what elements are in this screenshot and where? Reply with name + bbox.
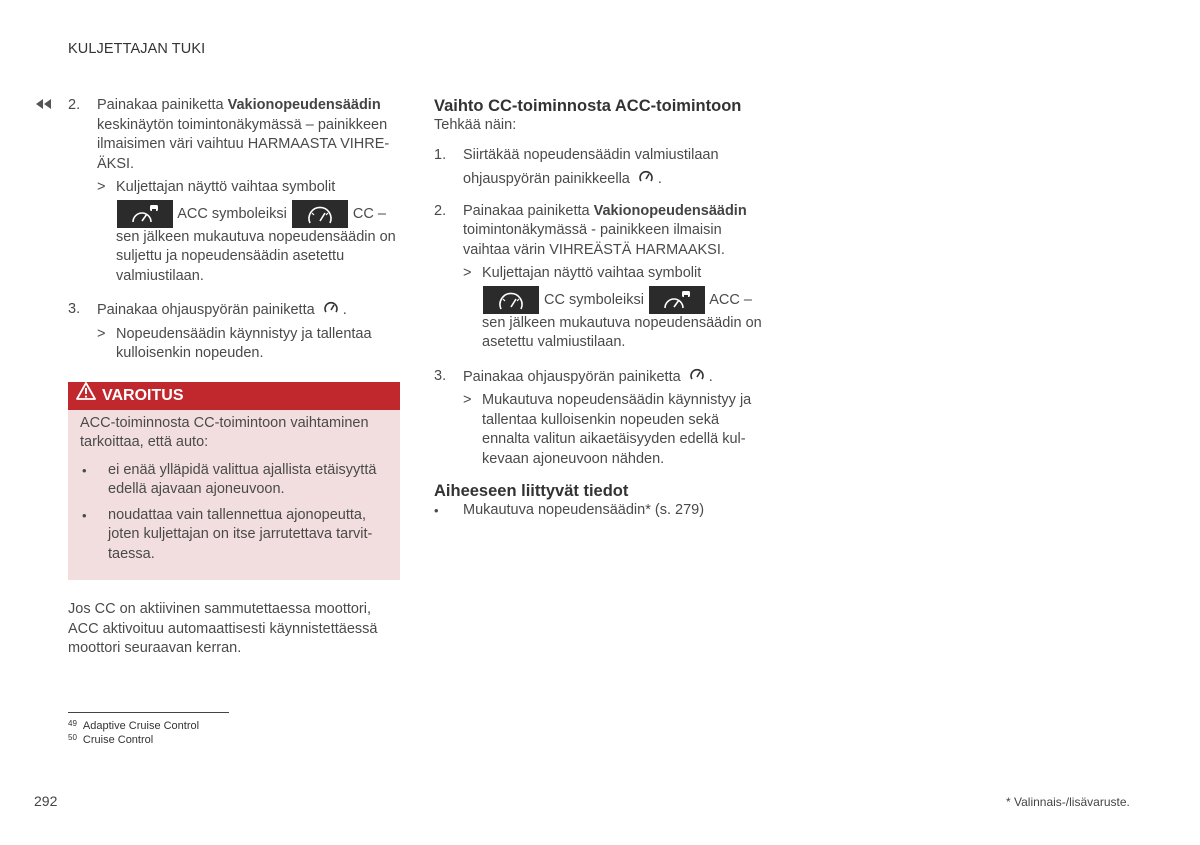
result-text-b: CC – (352, 205, 386, 222)
acc-symbol-icon (117, 200, 173, 228)
footnote-text: Cruise Control (82, 734, 154, 746)
footnote-divider (68, 712, 229, 713)
warning-body (68, 410, 400, 581)
step-text: Painakaa painiketta (463, 202, 594, 219)
bullet-dot: • (434, 503, 439, 519)
result-marker: > (97, 325, 106, 342)
footnote-50 (68, 731, 153, 747)
left-column (68, 96, 402, 659)
section-intro: Tehkää näin: (434, 117, 517, 133)
result-text-a: CC symboleiksi (544, 291, 644, 308)
step-text: Siirtäkää nopeudensäädin valmiustilaan (463, 146, 719, 163)
step-text-end: . (708, 368, 713, 385)
step-text-cont: keskinäytön toimintonäkymässä – painikkeen ilmaisimen väri vaihtuu HARMAASTA VIHRE-ÄKSI. (97, 116, 390, 172)
result-text-c: sen jälkeen mukautuva nopeudensäädin on suljettu ja nopeudensäädin asetettu valmiustilaan. (116, 228, 396, 284)
right-step-3 (434, 367, 764, 470)
result-text-a: ACC symboleiksi (177, 205, 287, 222)
step-text-2: ohjauspyörän painikkeella (463, 171, 630, 188)
step-number: 2. (434, 202, 447, 219)
warning-bullet (80, 461, 388, 500)
section-heading: Vaihto CC-toiminnosta ACC-toimintoon (434, 97, 742, 115)
related-link[interactable]: Mukautuva nopeudensäädin* (s. 279) (463, 502, 705, 519)
right-column (434, 96, 764, 521)
left-step-3 (68, 300, 402, 364)
page-number: 292 (34, 793, 58, 809)
page-header: KULJETTAJAN TUKI (68, 41, 206, 57)
step-text-cont: toimintonäkymässä - painikkeen ilmaisin vaihtaa värin VIHREÄSTÄ HARMAAKSI. (463, 222, 725, 258)
optional-equipment-note: * Valinnais-/lisävaruste. (1006, 795, 1130, 809)
result-marker: > (97, 179, 106, 195)
warning-title: VAROITUS (102, 386, 184, 404)
warning-box (68, 382, 400, 581)
result-marker: > (463, 392, 472, 409)
step-result (97, 178, 402, 286)
warning-intro: ACC-toiminnosta CC-toimintoon vaihtaminen tarkoittaa, että auto: (80, 414, 369, 451)
left-step-2 (68, 96, 402, 286)
acc-symbol-icon (649, 286, 705, 314)
double-left-arrow-icon (36, 96, 52, 116)
bullet-text: noudattaa vain tallennettua ajonopeutta, joten kuljettajan on itse jarrutettava tarvit-taessa. (108, 506, 373, 562)
step-text: Painakaa ohjauspyörän painiketta (97, 302, 315, 319)
bullet-text: ei enää ylläpidä valittua ajallista etäisyyttä edellä ajavaan ajoneuvoon. (108, 461, 377, 498)
step-result (97, 325, 402, 364)
footnote-text: Adaptive Cruise Control (82, 720, 200, 732)
result-marker: > (463, 265, 472, 282)
footnote-number: 50 (68, 733, 77, 742)
result-text-c: sen jälkeen mukautuva nopeudensäädin on asetettu valmiustilaan. (482, 314, 762, 351)
step-result (463, 391, 764, 469)
step-number: 2. (68, 97, 81, 113)
step-result (463, 264, 764, 353)
footnote-number: 49 (68, 719, 77, 728)
step-number: 3. (434, 367, 447, 384)
result-line: Mukautuva nopeudensäädin käynnistyy ja tallentaa kulloisenkin nopeuden sekä ennalta valitun aikaetäisyyden edellä kul-kevaan ajoneuvoon nähden. (482, 392, 752, 467)
warning-bullet (80, 506, 388, 565)
bullet-dot: • (82, 507, 87, 523)
result-line: Kuljettajan näyttö vaihtaa symbolit (116, 179, 336, 195)
step-text-end: . (657, 171, 662, 188)
step-text: Painakaa ohjauspyörän painiketta (463, 368, 681, 385)
related-link-item[interactable] (434, 501, 764, 521)
right-step-2 (434, 202, 764, 353)
result-line: Nopeudensäädin käynnistyy ja tallentaa kulloisenkin nopeuden. (116, 325, 372, 362)
steering-wheel-button-icon (638, 169, 654, 190)
step-bold-text: Vakionopeudensäädin (227, 97, 381, 113)
result-text-b: ACC – (709, 291, 752, 308)
step-number: 3. (68, 301, 81, 317)
cc-symbol-icon (292, 200, 348, 228)
related-heading: Aiheeseen liittyvät tiedot (434, 482, 629, 501)
step-text: Painakaa painiketta (97, 97, 228, 113)
steering-wheel-button-icon (323, 300, 339, 321)
cc-symbol-icon (483, 286, 539, 314)
step-text-end: . (342, 302, 347, 319)
result-line: Kuljettajan näyttö vaihtaa symbolit (482, 265, 702, 282)
warning-triangle-icon (76, 382, 96, 410)
right-step-1 (434, 146, 764, 190)
step-number: 1. (434, 146, 447, 163)
bullet-dot: • (82, 462, 87, 478)
cc-active-note: Jos CC on aktiivinen sammutettaessa moottori, ACC aktivoituu automaattisesti käynnistettäessä moottori seuraavan kerran. (68, 601, 378, 657)
step-bold-text: Vakionopeudensäädin (593, 202, 747, 219)
steering-wheel-button-icon (689, 367, 705, 388)
warning-header (68, 382, 400, 410)
